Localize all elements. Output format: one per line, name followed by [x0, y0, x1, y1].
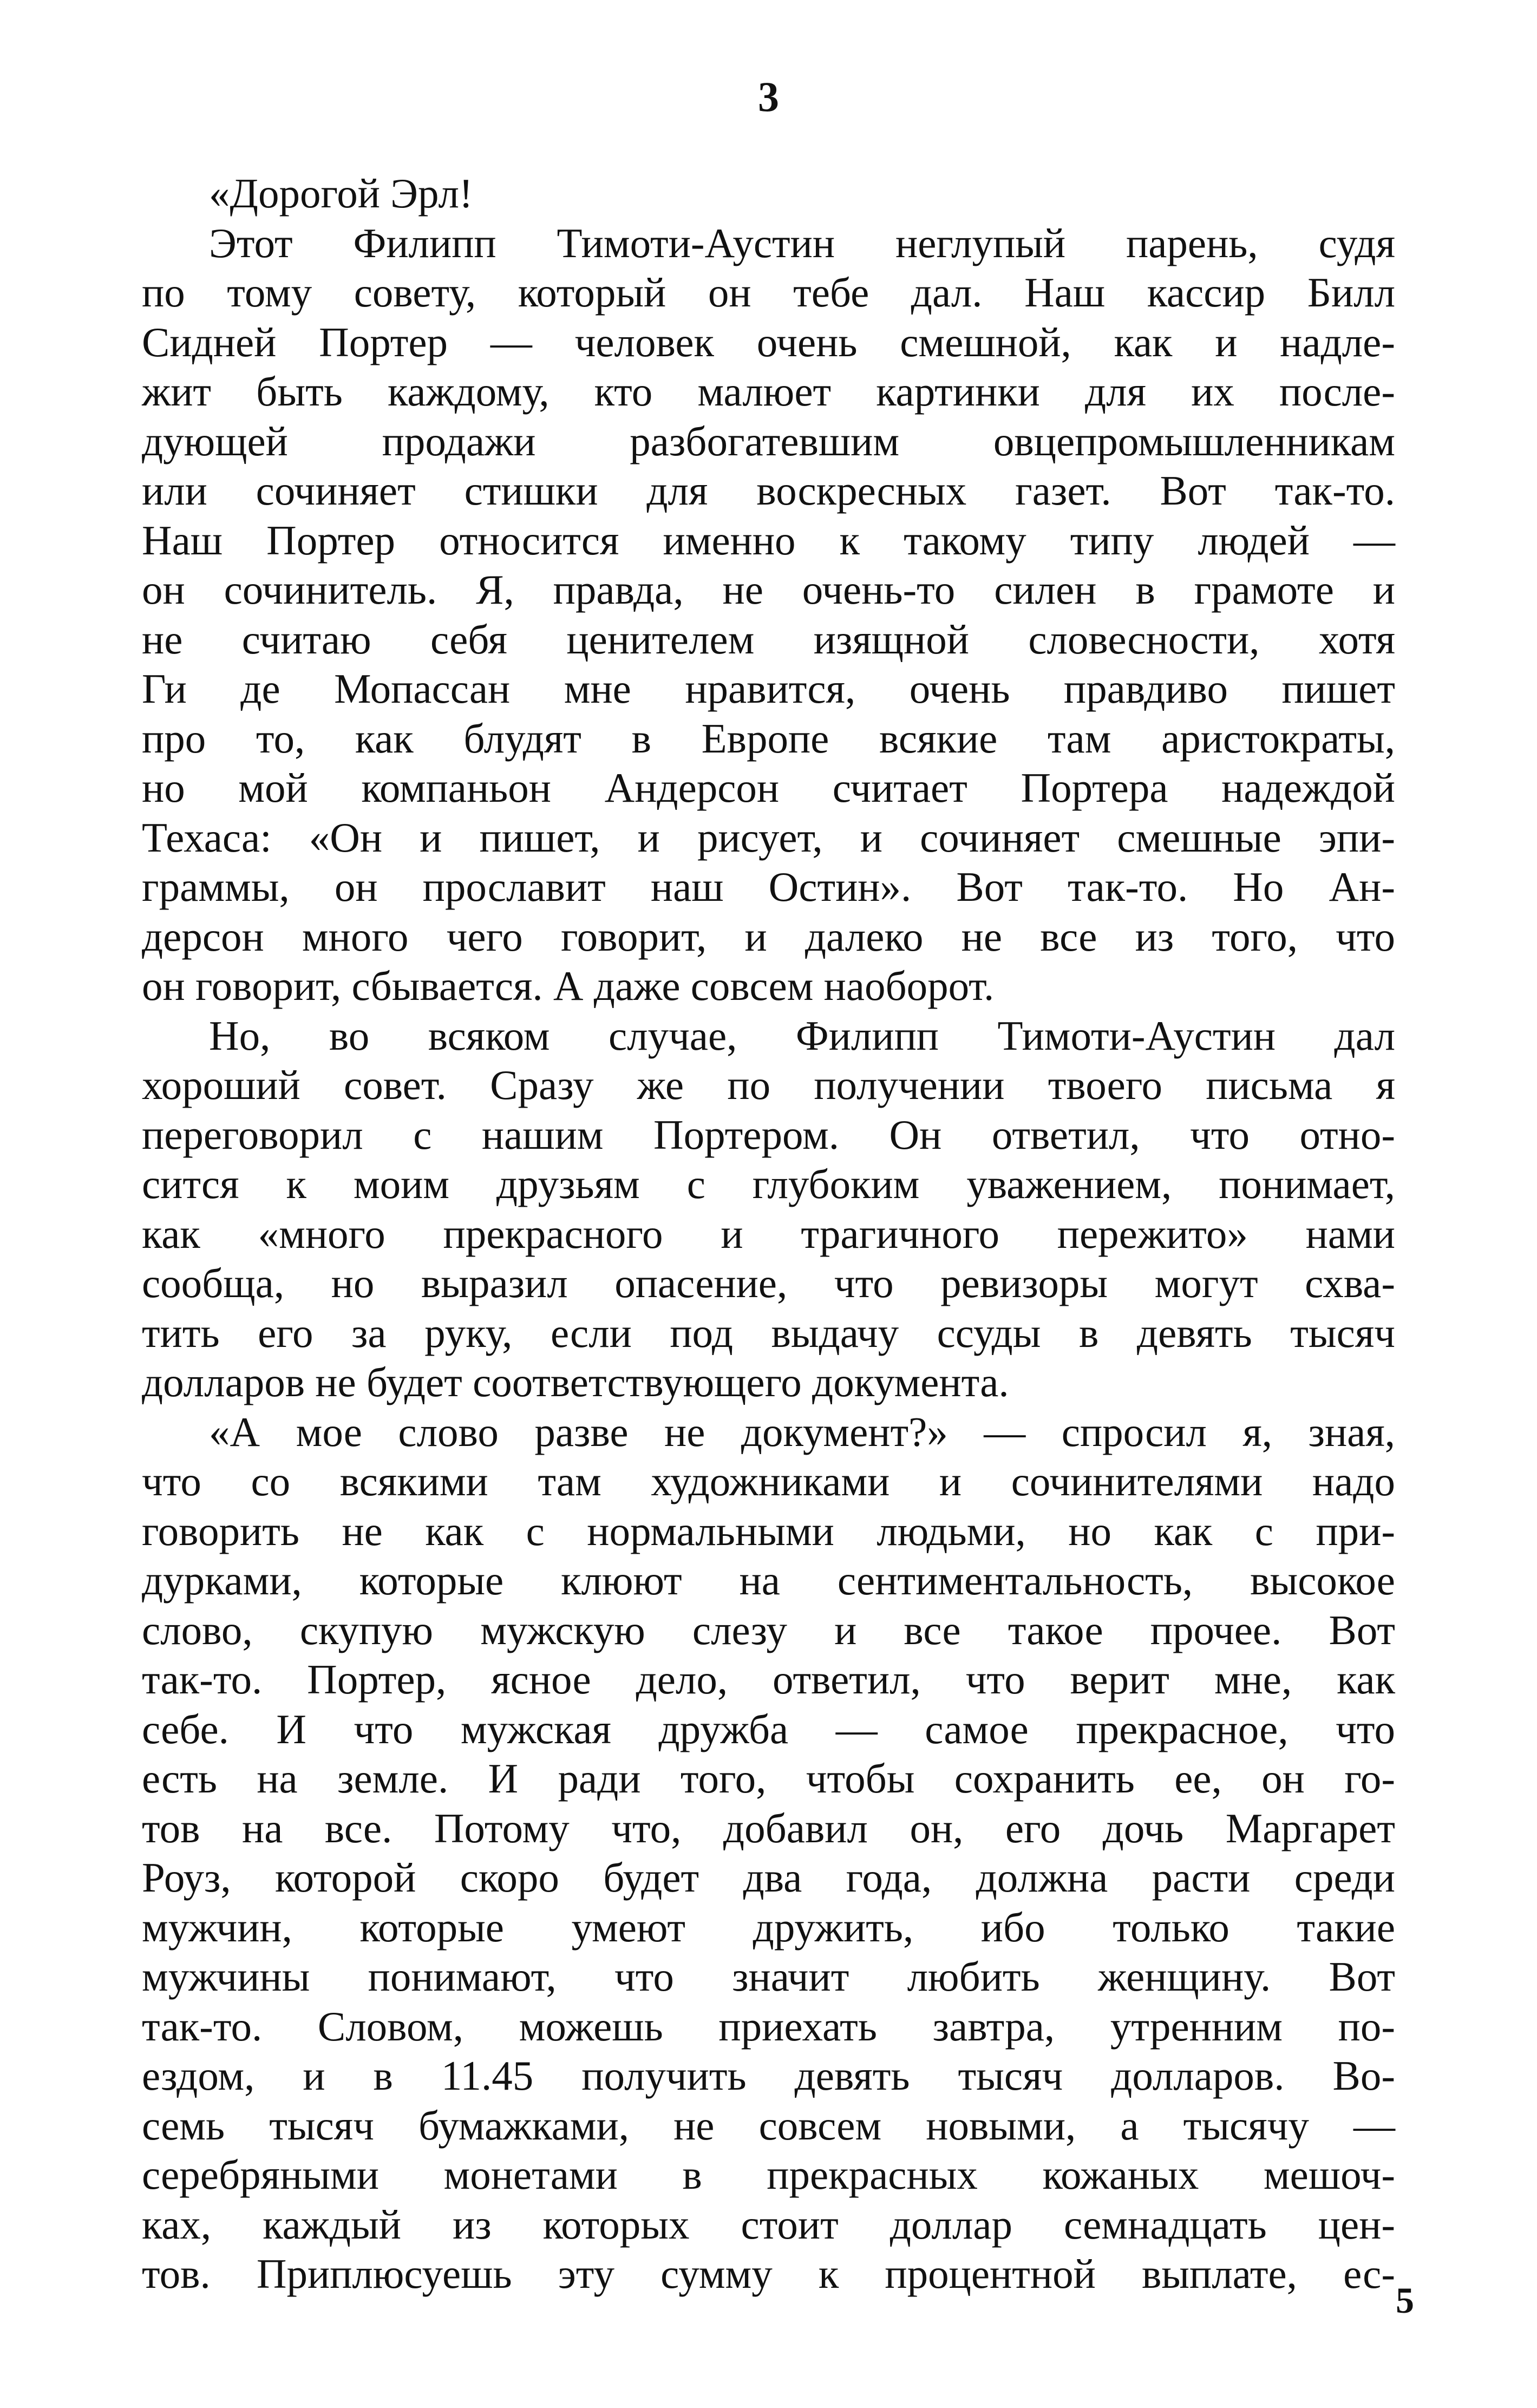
text-line: сится к моим друзьям с глубоким уважением, понимает, [142, 1161, 1395, 1207]
text-line: ках, каждый из которых стоит доллар семнадцать цен- [142, 2201, 1395, 2248]
text-line: Ги де Мопассан мне нравится, очень правдиво пишет [142, 665, 1395, 712]
text-line: он сочинитель. Я, правда, не очень-то силен в грамоте и [142, 566, 1395, 613]
paragraph [142, 219, 1395, 1011]
text-line: Этот Филипп Тимоти-Аустин неглупый парень, судя [209, 219, 1395, 266]
text-line: дующей продажи разбогатевшим овцепромышленникам [142, 417, 1395, 464]
page-number: 5 [1396, 2280, 1414, 2321]
text-line: или сочиняет стишки для воскресных газет. Вот так-то. [142, 467, 1395, 514]
text-line: серебряными монетами в прекрасных кожаных мешоч- [142, 2151, 1395, 2198]
text-body [142, 169, 1395, 2299]
text-line: Техаса: «Он и пишет, и рисует, и сочиняет смешные эпи- [142, 814, 1395, 861]
text-line: по тому совету, который он тебе дал. Наш кассир Билл [142, 269, 1395, 316]
text-line: дерсон много чего говорит, и далеко не все из того, что [142, 913, 1395, 960]
text-line: хороший совет. Сразу же по получении твоего письма я [142, 1062, 1395, 1108]
text-line: сообща, но выразил опасение, что ревизоры могут схва- [142, 1260, 1395, 1306]
text-line: переговорил с нашим Портером. Он ответил, что отно- [142, 1111, 1395, 1158]
text-line: так-то. Портер, ясное дело, ответил, что верит мне, как [142, 1656, 1395, 1703]
text-line: он говорит, сбывается. А даже совсем наоборот. [142, 963, 995, 1009]
text-line: тов. Приплюсуешь эту сумму к процентной выплате, ес- [142, 2250, 1395, 2297]
text-line: про то, как блудят в Европе всякие там аристократы, [142, 715, 1395, 762]
text-line: так-то. Словом, можешь приехать завтра, утренним по- [142, 2003, 1395, 2050]
text-line: долларов не будет соответствующего документа. [142, 1359, 1009, 1405]
text-line: «А мое слово разве не документ?» — спросил я, зная, [209, 1408, 1395, 1455]
text-line: мужчины понимают, что значит любить женщину. Вот [142, 1953, 1395, 2000]
text-line: дурками, которые клюют на сентиментальность, высокое [142, 1557, 1395, 1604]
text-line: ездом, и в 11.45 получить девять тысяч долларов. Во- [142, 2052, 1395, 2099]
paragraph [142, 1408, 1395, 2299]
text-line: слово, скупую мужскую слезу и все такое прочее. Вот [142, 1606, 1395, 1653]
text-line: Но, во всяком случае, Филипп Тимоти-Аустин дал [209, 1012, 1395, 1059]
text-line: как «много прекрасного и трагичного пережито» нами [142, 1210, 1395, 1257]
text-line: Наш Портер относится именно к такому типу людей — [142, 516, 1395, 564]
paragraph [142, 1011, 1395, 1408]
text-line: есть на земле. И ради того, чтобы сохранить ее, он го- [142, 1755, 1395, 1802]
text-line: «Дорогой Эрл! [209, 170, 473, 217]
text-line: тов на все. Потому что, добавил он, его дочь Маргарет [142, 1804, 1395, 1851]
text-line: жит быть каждому, кто малюет картинки для их после- [142, 368, 1395, 415]
text-line: мужчин, которые умеют дружить, ибо только такие [142, 1903, 1395, 1951]
text-line: тить его за руку, если под выдачу ссуды в девять тысяч [142, 1309, 1395, 1356]
text-line: граммы, он прославит наш Остин». Вот так-то. Но Ан- [142, 863, 1395, 910]
paragraph [142, 169, 1395, 219]
text-line: семь тысяч бумажками, не совсем новыми, а тысячу — [142, 2102, 1395, 2149]
text-line: но мой компаньон Андерсон считает Портера надеждой [142, 764, 1395, 811]
text-line: что со всякими там художниками и сочинителями надо [142, 1458, 1395, 1504]
text-line: говорить не как с нормальными людьми, но как с при- [142, 1507, 1395, 1554]
chapter-number: 3 [758, 73, 779, 120]
text-line: Сидней Портер — человек очень смешной, как и надле- [142, 318, 1395, 365]
text-line: Роуз, которой скоро будет два года, должна расти среди [142, 1854, 1395, 1901]
text-line: не считаю себя ценителем изящной словесности, хотя [142, 616, 1395, 663]
text-line: себе. И что мужская дружба — самое прекрасное, что [142, 1705, 1395, 1752]
